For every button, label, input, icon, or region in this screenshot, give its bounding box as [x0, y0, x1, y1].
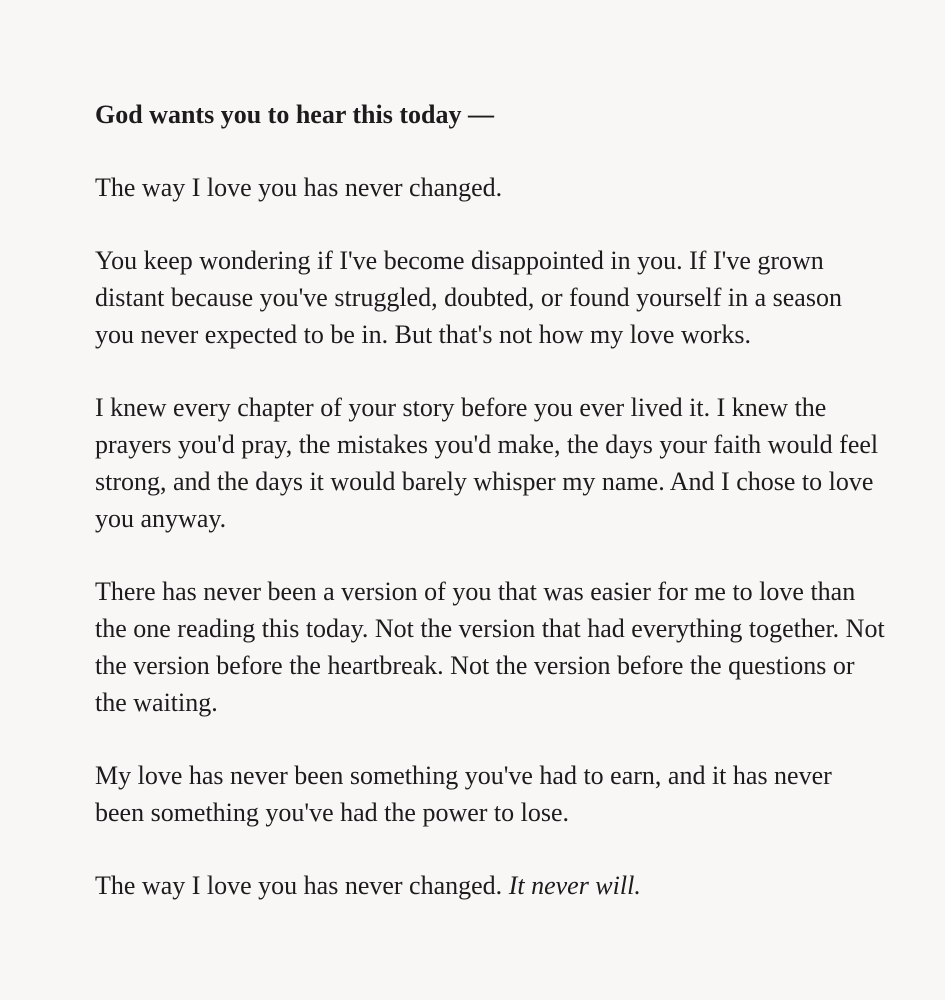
paragraph-2: You keep wondering if I've become disappointed in you. If I've grown distant because you've struggled, doubted, or found yourself in a season you never expected to be in. But that's not how my love works.: [95, 246, 842, 349]
page-title: God wants you to hear this today —: [95, 100, 494, 129]
closing-text: The way I love you has never changed.: [95, 871, 503, 900]
paragraph-3: I knew every chapter of your story before you ever lived it. I knew the prayers you'd pray, the mistakes you'd make, the days your faith would feel strong, and the days it would barely whisper my name. And I chose to love you anyway.: [95, 393, 879, 533]
closing-paragraph: [95, 867, 885, 904]
closing-emphasis: It never will.: [508, 871, 641, 900]
paragraph-4: There has never been a version of you that was easier for me to love than the one reading this today. Not the version that had everything together. Not the version before the heartbreak. Not the version before the questions or the waiting.: [95, 577, 885, 717]
paragraph-1: The way I love you has never changed.: [95, 173, 503, 202]
paragraph-5: My love has never been something you've had to earn, and it has never been something you've had the power to lose.: [95, 761, 832, 827]
